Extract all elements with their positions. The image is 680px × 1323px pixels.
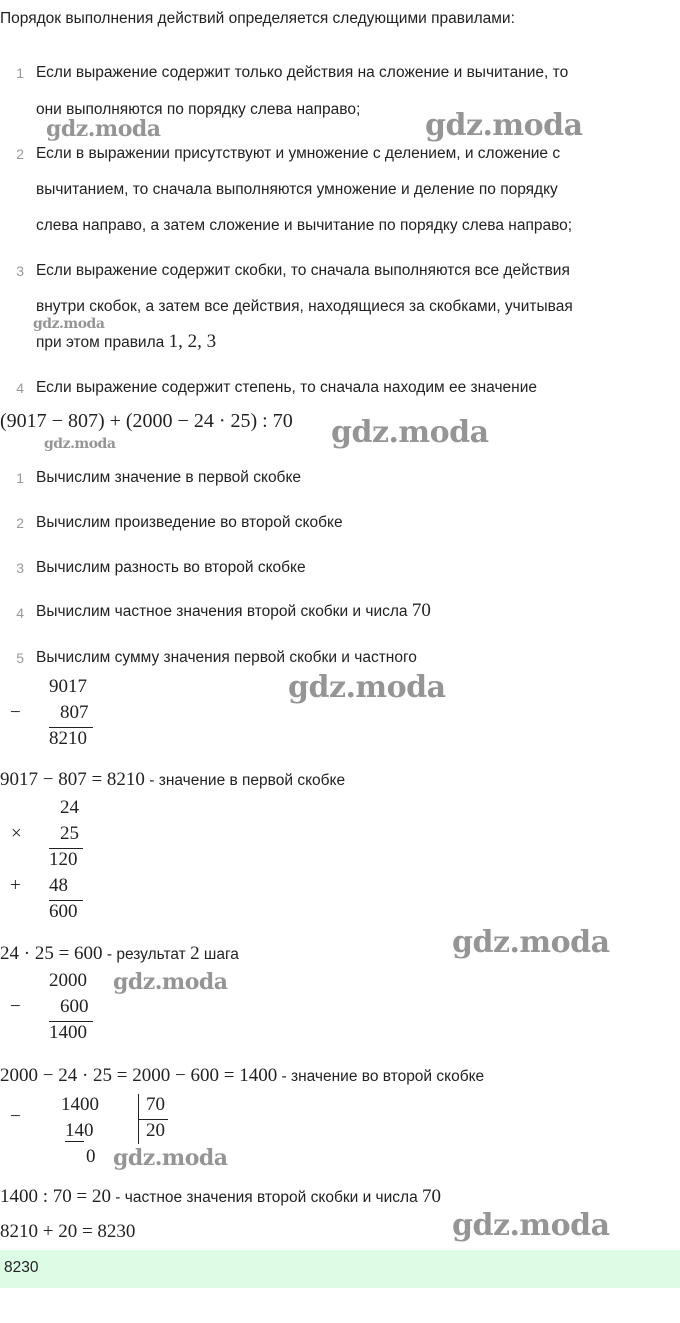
rule-number: 4 — [16, 380, 24, 396]
watermark: gdz.moda — [452, 1208, 610, 1243]
step-text: Вычислим разность во второй скобке — [36, 559, 306, 576]
sub2-operator: − — [10, 996, 21, 1017]
rule-line: Если выражение содержит скобки, то сначала выполняются все действия — [36, 262, 570, 279]
watermark: gdz.moda — [44, 436, 116, 452]
rule-line: внутри скобок, а затем все действия, находящиеся за скобками, учитывая — [36, 298, 573, 315]
rule-line: при этом правила 1, 2, 3 — [36, 331, 217, 352]
rule-line: они выполняются по порядку слева направо; — [36, 101, 361, 118]
step-text: Вычислим сумму значения первой скобки и частного — [36, 649, 417, 666]
expression: (9017 − 807) + (2000 − 24 · 25) : 70 — [0, 410, 293, 432]
watermark: gdz.moda — [331, 415, 489, 450]
answer-box — [0, 1250, 680, 1288]
div-remainder: 0 — [86, 1146, 96, 1167]
sub2-bottom: 600 — [60, 996, 89, 1017]
intro-text: Порядок выполнения действий определяется следующими правилами: — [0, 10, 515, 27]
result-line-5: 8210 + 20 = 8230 — [0, 1221, 136, 1242]
watermark: gdz.moda — [113, 1145, 228, 1171]
watermark: gdz.moda — [33, 316, 105, 332]
rule-number: 1 — [16, 65, 24, 81]
result-line-4: 1400 : 70 = 20 - частное значения второй скобки и числа 70 — [0, 1186, 441, 1207]
answer-value: 8230 — [4, 1259, 39, 1276]
step-number: 2 — [16, 515, 24, 531]
mul-partial-2: 48 — [49, 875, 68, 896]
div-quotient: 20 — [146, 1120, 165, 1141]
rule-number: 3 — [16, 263, 24, 279]
div-divisor: 70 — [146, 1094, 165, 1115]
step-number: 5 — [16, 650, 24, 666]
watermark: gdz.moda — [425, 108, 583, 143]
sub1-bottom: 807 — [60, 702, 89, 723]
step-number: 3 — [16, 560, 24, 576]
rule-line: Если выражение содержит степень, то сначала находим ее значение — [36, 379, 537, 396]
step-text: Вычислим частное значения второй скобки и числа 70 — [36, 600, 431, 621]
sub1-top: 9017 — [49, 676, 87, 697]
mul-partial-1: 120 — [49, 849, 78, 870]
step-number: 4 — [16, 605, 24, 621]
mul-plus: + — [10, 875, 21, 896]
div-dividend: 1400 — [61, 1094, 99, 1115]
sub2-result: 1400 — [49, 1022, 87, 1043]
rule-line: Если выражение содержит только действия на сложение и вычитание, то — [36, 64, 569, 81]
result-line-2: 24 · 25 = 600 - результат 2 шага — [0, 943, 239, 964]
rule-number: 2 — [16, 146, 24, 162]
watermark: gdz.moda — [113, 969, 228, 995]
rule-line: слева направо, а затем сложение и вычитание по порядку слева направо; — [36, 217, 573, 234]
sub1-result: 8210 — [49, 728, 87, 749]
sub1-operator: − — [10, 702, 21, 723]
div-subtrahend: 140 — [65, 1120, 94, 1141]
result-line-3: 2000 − 24 · 25 = 2000 − 600 = 1400 - значение во второй скобке — [0, 1065, 485, 1086]
rule-line: вычитанием, то сначала выполняются умножение и деление по порядку — [36, 181, 558, 198]
mul-b: 25 — [60, 823, 79, 844]
step-text: Вычислим значение в первой скобке — [36, 469, 302, 486]
result-line-1: 9017 − 807 = 8210 - значение в первой скобке — [0, 769, 346, 790]
mul-operator: × — [11, 823, 22, 844]
watermark: gdz.moda — [288, 670, 446, 705]
step-number: 1 — [16, 470, 24, 486]
watermark: gdz.moda — [452, 925, 610, 960]
step-text: Вычислим произведение во второй скобке — [36, 514, 343, 531]
mul-a: 24 — [60, 797, 79, 818]
mul-result: 600 — [49, 901, 78, 922]
watermark: gdz.moda — [46, 116, 161, 142]
rule-line: Если в выражении присутствуют и умножение с делением, и сложение с — [36, 145, 561, 162]
div-operator: − — [10, 1106, 21, 1127]
sub2-top: 2000 — [49, 970, 87, 991]
